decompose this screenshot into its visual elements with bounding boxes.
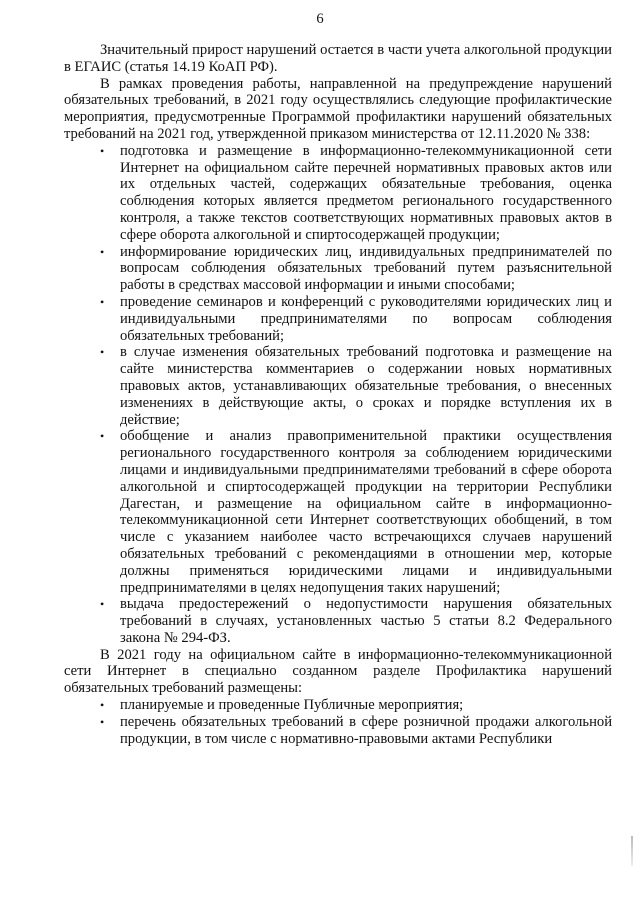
bullet-icon: • [100,698,105,713]
list-item [100,596,612,646]
list-item-text: перечень обязательных требований в сфере розничной продажи алкогольной продукции, в том числе с нормативно-правовыми актами Республики [120,713,612,747]
list-item-text: планируемые и проведенные Публичные мероприятия; [120,697,464,714]
list-item-text: выдача предостережений о недопустимости нарушения обязательных требований в случаях, установленных частью 5 статьи 8.2 Федерального закона № 294-ФЗ. [120,596,612,646]
bullet-icon: • [100,597,105,612]
list-item [100,243,612,294]
paragraph-prevention-intro: В рамках проведения работы, направленной на предупреждение нарушений обязательных требований, в 2021 году осуществлялись следующие профилактические мероприятия, предусмотренные Программой профилактики нарушений обязательных требований на 2021 год, утвержденной приказом министерства от 12.11.2020 № 338: [64,75,612,142]
list-item-text: подготовка и размещение в информационно-телекоммуникационной сети Интернет на официальном сайте перечней нормативных правовых актов или их отдельных частей, содержащих обязательные требования, оценка соблюдения которых является предметом регионального государственного контроля, а также текстов соответствующих нормативных правовых актов в сфере оборота алкогольной и спиртосодержащей продукции; [120,142,612,243]
bullet-icon: • [100,143,105,158]
list-item [100,293,612,344]
bullet-icon: • [100,294,105,309]
list-item-text: в случае изменения обязательных требований подготовка и размещение на сайте министерства комментариев о содержании новых нормативных правовых актов, устанавливающих обязательные требования, о внесенных изменениях в действующие акты, о сроках и порядке вступления их в действие; [120,344,612,428]
list-item-text: информирование юридических лиц, индивидуальных предпринимателей по вопросам соблюдения обязательных требований путем разъяснительной работы в средствах массовой информации и иными способами; [120,243,612,294]
list-item [100,142,612,244]
list-item [100,344,612,428]
document-body [64,42,612,747]
paragraph-violations-growth: Значительный прирост нарушений остается в части учета алкогольной продукции в ЕГАИС (статья 14.19 КоАП РФ). [64,42,612,75]
list-item-text: проведение семинаров и конференций с руководителями юридических лиц и индивидуальными предпринимателями по вопросам соблюдения обязательных требований; [120,293,612,344]
list-item [100,697,612,714]
bullet-icon: • [100,345,105,360]
bullet-icon: • [100,429,105,444]
list-item [100,713,612,748]
paragraph-website-section: В 2021 году на официальном сайте в информационно-телекоммуникационной сети Интернет в специально созданном разделе Профилактика нарушений обязательных требований размещены: [64,646,612,697]
scan-artifact [631,836,633,866]
bullet-icon: • [100,244,105,259]
published-items-list [64,697,612,747]
list-item-text: обобщение и анализ правоприменительной практики осуществления регионального государственного контроля за соблюдением юридическими лицами и индивидуальными предпринимателями требований в сфере оборота алкогольной и спиртосодержащей продукции на территории Республики Дагестан, и размещение на официальном сайте в информационно-телекоммуникационной сети Интернет соответствующих обобщений, в том числе с указанием наиболее часто встречающихся случаев нарушений обязательных требований с рекомендациями в отношении мер, которые должны применяться юридическими лицами и индивидуальными предпринимателями в целях недопущения таких нарушений; [120,428,612,596]
page-number: 6 [316,11,324,27]
list-item [100,428,612,596]
bullet-icon: • [100,714,105,729]
prevention-measures-list [64,143,612,647]
